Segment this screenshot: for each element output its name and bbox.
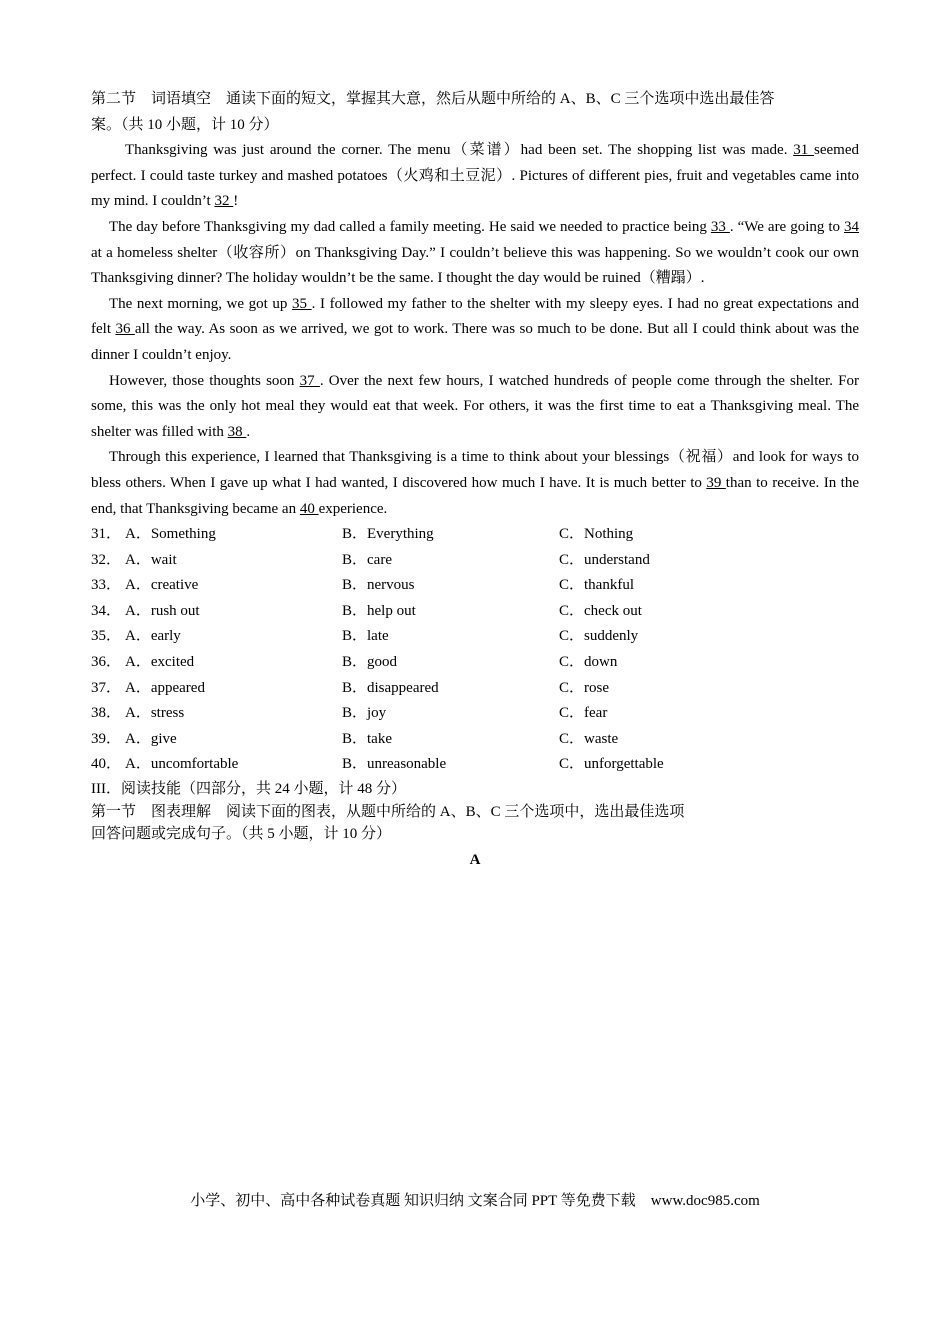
blank-35: 35 xyxy=(292,295,312,312)
option-a: A．creative xyxy=(125,577,199,594)
passage-text: . “We are going to xyxy=(729,218,845,235)
option-b: B．nervous xyxy=(342,577,415,594)
passage-text: Through this experience, I learned that Thanksgiving is a time to think about your blessings（祝福）and look for ways to bless others. When I gave up what I had wanted, I discovered how much I have. It is much better to xyxy=(91,449,859,491)
option-a: A．uncomfortable xyxy=(125,756,239,773)
option-a: A．excited xyxy=(125,654,195,671)
blank-33: 33 xyxy=(710,218,730,235)
option-c: C．suddenly xyxy=(559,628,639,645)
passage-text: ! xyxy=(233,193,239,210)
option-c: C．waste xyxy=(559,730,619,747)
blank-34: 34 xyxy=(844,218,860,235)
passage-text: experience. xyxy=(318,500,388,517)
passage-text: Thanksgiving was just around the corner. The menu（菜谱）had been set. The shopping list was made. xyxy=(125,142,794,159)
option-row xyxy=(91,573,859,599)
question-number: 37． xyxy=(91,679,122,696)
passage-text: . I followed my father to the shelter with my sleepy eyes. I had no great expectations and felt xyxy=(91,295,860,338)
option-b: B．good xyxy=(342,654,398,671)
blank-38: 38 xyxy=(227,423,247,440)
option-b: B．unreasonable xyxy=(342,756,447,773)
section1-header-line1: 第一节 图表理解 阅读下面的图表，从题中所给的 A、B、C 三个选项中，选出最佳选项 xyxy=(91,803,685,820)
blank-31: 31 xyxy=(793,142,815,159)
question-number: 33． xyxy=(91,577,122,594)
option-b: B．Everything xyxy=(342,526,434,543)
exam-page xyxy=(91,87,859,872)
passage-text: . xyxy=(246,423,251,440)
question-number: 35． xyxy=(91,628,122,645)
option-c: C．rose xyxy=(559,679,609,696)
question-number: 34． xyxy=(91,602,122,619)
question-number: 39． xyxy=(91,730,122,747)
blank-36: 36 xyxy=(115,321,135,338)
blank-40: 40 xyxy=(299,500,319,517)
passage-paragraph-2 xyxy=(91,215,859,292)
option-c: C．unforgettable xyxy=(559,756,664,773)
option-c: C．thankful xyxy=(559,577,634,594)
option-row xyxy=(91,701,859,727)
option-row xyxy=(91,727,859,753)
option-row xyxy=(91,676,859,702)
option-c: C．Nothing xyxy=(559,526,634,543)
option-c: C．down xyxy=(559,654,618,671)
option-c: C．understand xyxy=(559,551,650,568)
question-number: 36． xyxy=(91,654,122,671)
section2-header-line1: 第二节 词语填空 通读下面的短文，掌握其大意，然后从题中所给的 A、B、C 三个选项中选出最佳答 xyxy=(91,91,775,107)
option-row xyxy=(91,624,859,650)
option-row xyxy=(91,548,859,574)
option-a: A．appeared xyxy=(125,679,205,696)
option-b: B．care xyxy=(342,551,392,568)
section1-header-line2: 回答问题或完成句子。（共 5 小题，计 10 分） xyxy=(91,826,392,843)
question-number: 32． xyxy=(91,551,122,568)
footer-text: 小学、初中、高中各种试卷真题 知识归纳 文案合同 PPT 等免费下载 www.doc985.com xyxy=(190,1193,760,1209)
option-c: C．check out xyxy=(559,602,642,619)
option-b: B．take xyxy=(342,730,392,747)
question-number: 40． xyxy=(91,756,122,773)
passage-paragraph-4 xyxy=(91,369,859,446)
option-row xyxy=(91,599,859,625)
question-number: 38． xyxy=(91,705,122,722)
option-a: A．Something xyxy=(125,526,216,543)
passage-text: at a homeless shelter（收容所）on Thanksgiving Day.” I couldn’t believe this was happening. So we wouldn’t cook our own Thanksgiving dinner? The holiday wouldn’t be the same. I thought the day would be ruined（糟蹋）. xyxy=(91,244,859,287)
passage-paragraph-5 xyxy=(91,445,859,522)
option-a: A．give xyxy=(125,730,177,747)
blank-37: 37 xyxy=(299,372,320,389)
blank-39: 39 xyxy=(706,474,726,491)
section2-header xyxy=(91,87,859,138)
option-b: B．late xyxy=(342,628,389,645)
option-a: A．early xyxy=(125,628,181,645)
option-b: B．help out xyxy=(342,602,416,619)
option-row xyxy=(91,752,859,778)
option-a: A．stress xyxy=(125,705,185,722)
passage-paragraph-3 xyxy=(91,292,859,369)
passage-text: However, those thoughts soon xyxy=(109,372,300,389)
option-b: B．joy xyxy=(342,705,387,722)
option-a: A．wait xyxy=(125,551,177,568)
part3-title: III．阅读技能（四部分，共 24 小题，计 48 分） xyxy=(91,781,406,798)
option-b: B．disappeared xyxy=(342,679,439,696)
passage-label-a: A xyxy=(469,851,481,868)
passage-text: seemed perfect. I could taste turkey and mashed potatoes（火鸡和土豆泥）. Pictures of different pies, fruit and vegetables came into my mind. I couldn’t xyxy=(91,142,859,210)
option-row xyxy=(91,650,859,676)
passage-text: all the way. As soon as we arrived, we got to work. There was so much to be done. But all I could think about was the dinner I couldn’t enjoy. xyxy=(91,321,859,363)
section2-header-line2: 案。（共 10 小题，计 10 分） xyxy=(91,116,279,133)
option-c: C．fear xyxy=(559,705,608,722)
passage-text: . Over the next few hours, I watched hundreds of people come through the shelter. For some, this was the only hot meal they would eat that week. For others, it was the first time to eat a Thanksgiving meal. The shelter was filled with xyxy=(91,372,860,440)
options-list xyxy=(91,522,859,778)
passage-text: The next morning, we got up xyxy=(109,295,293,312)
passage-text: The day before Thanksgiving my dad called a family meeting. He said we needed to practice being xyxy=(109,218,711,235)
passage-text: than to receive. In the end, that Thanksgiving became an xyxy=(91,474,859,517)
option-a: A．rush out xyxy=(125,602,200,619)
passage-paragraph-1 xyxy=(91,138,859,215)
option-row xyxy=(91,522,859,548)
question-number: 31． xyxy=(91,526,122,543)
blank-32: 32 xyxy=(214,193,234,210)
